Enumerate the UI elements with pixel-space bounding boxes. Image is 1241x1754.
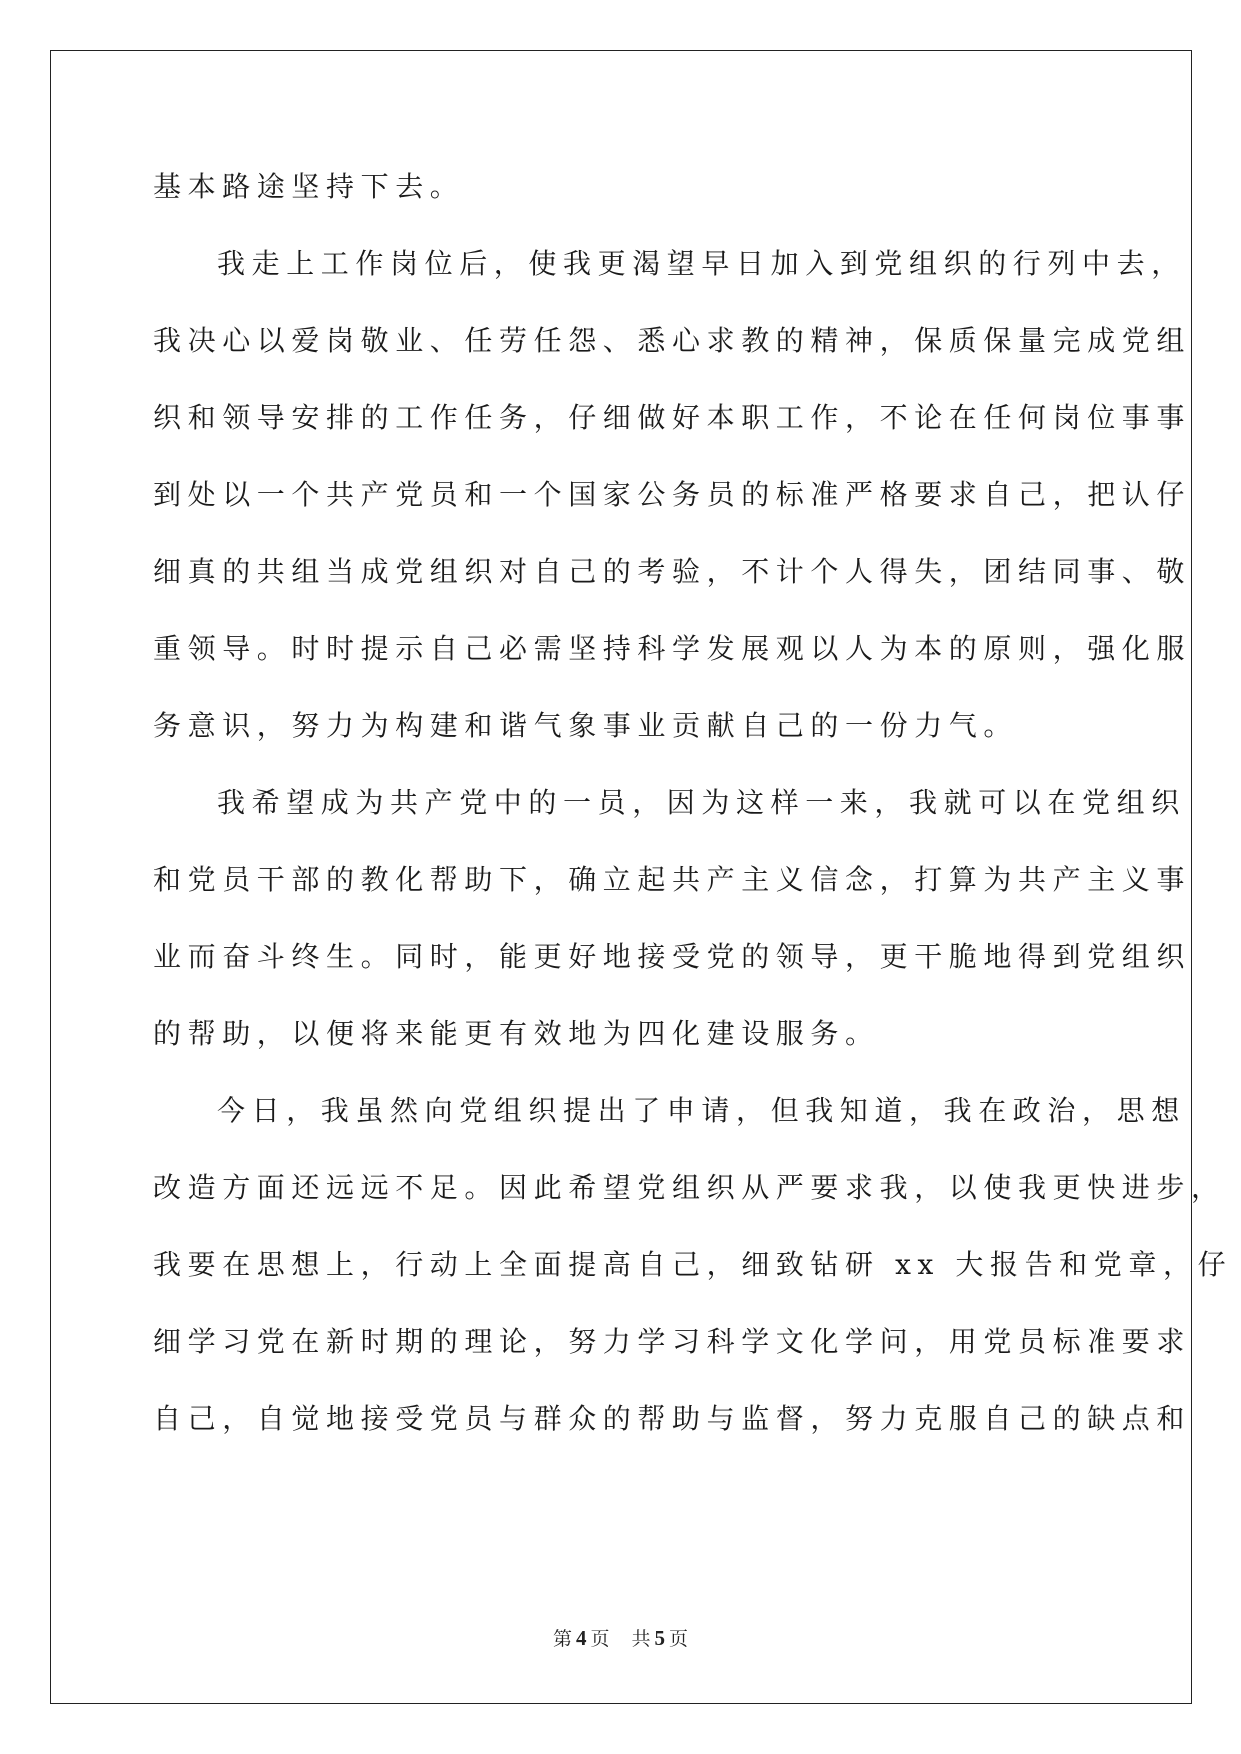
page-prefix: 第 [552, 1628, 572, 1650]
text-line: 业而奋斗终生。同时，能更好地接受党的领导，更干脆地得到党组织 [153, 940, 1192, 973]
text-line: 细真的共组当成党组织对自己的考验，不计个人得失，团结同事、敬 [153, 555, 1192, 588]
total-suffix: 页 [669, 1628, 689, 1650]
text-line: 到处以一个共产党员和一个国家公务员的标准严格要求自己，把认仔 [153, 478, 1192, 511]
text-line: 的帮助，以便将来能更有效地为四化建设服务。 [153, 1017, 880, 1050]
total-prefix: 共 [631, 1628, 651, 1650]
text-line: 和党员干部的教化帮助下，确立起共产主义信念，打算为共产主义事 [153, 863, 1192, 896]
paragraph-start-line: 今日，我虽然向党组织提出了申请，但我知道，我在政治，思想 [217, 1094, 1186, 1127]
total-pages: 5 [654, 1626, 666, 1650]
paragraph-start-line: 我希望成为共产党中的一员，因为这样一来，我就可以在党组织 [217, 786, 1186, 819]
text-line: 重领导。时时提示自己必需坚持科学发展观以人为本的原则，强化服 [153, 632, 1192, 665]
text-line: 织和领导安排的工作任务，仔细做好本职工作，不论在任何岗位事事 [153, 401, 1192, 434]
text-line: 务意识，努力为构建和谐气象事业贡献自己的一份力气。 [153, 709, 1019, 742]
text-line: 改造方面还远远不足。因此希望党组织从严要求我，以使我更快进步， [153, 1171, 1226, 1204]
paragraph-start-line: 我走上工作岗位后，使我更渴望早日加入到党组织的行列中去， [217, 247, 1186, 280]
text-line: 我要在思想上，行动上全面提高自己，细致钻研 xx 大报告和党章，仔 [153, 1248, 1233, 1281]
page-footer [0, 1626, 1241, 1651]
page-suffix: 页 [590, 1628, 610, 1650]
text-line: 自己，自觉地接受党员与群众的帮助与监督，努力克服自己的缺点和 [153, 1402, 1192, 1435]
text-line: 细学习党在新时期的理论，努力学习科学文化学问，用党员标准要求 [153, 1325, 1192, 1358]
page-number: 4 [575, 1626, 587, 1650]
text-line: 我决心以爱岗敬业、任劳任怨、悉心求教的精神，保质保量完成党组 [153, 324, 1192, 357]
document-body [153, 148, 1233, 1457]
text-line: 基本路途坚持下去。 [153, 170, 465, 203]
